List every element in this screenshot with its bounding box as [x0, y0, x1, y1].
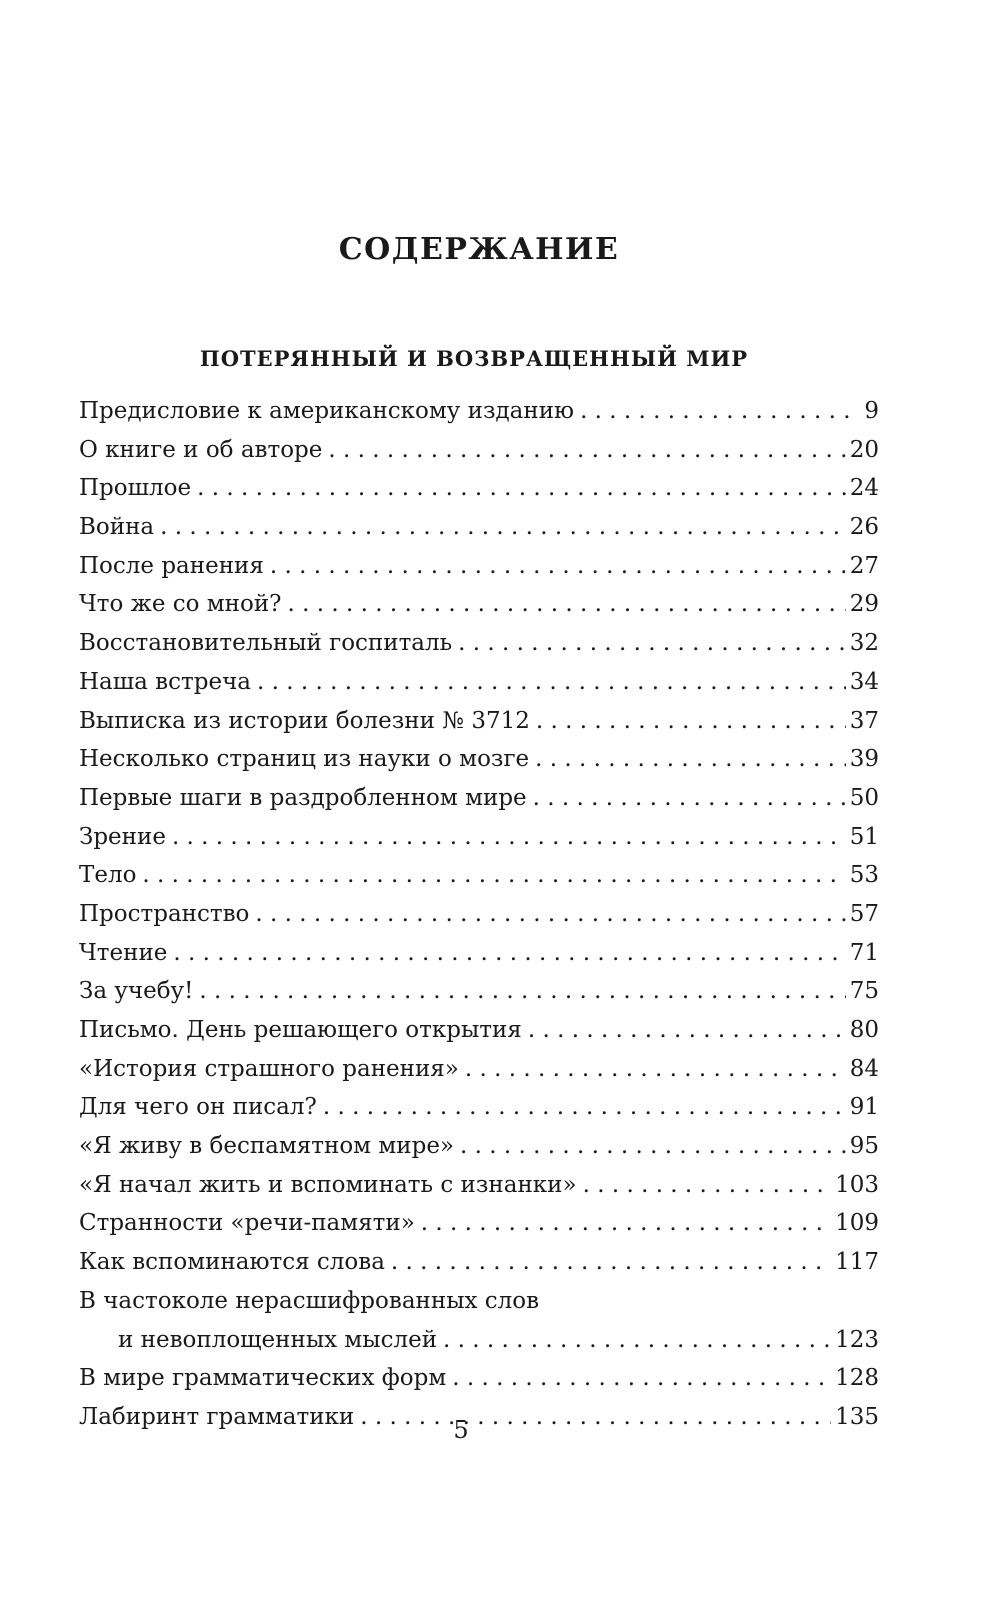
toc-entry[interactable]: [79, 702, 879, 741]
toc-entry-page: 71: [849, 939, 879, 966]
toc-entry-title: Война: [79, 514, 155, 541]
toc-entry[interactable]: [79, 740, 879, 779]
toc-entry-page: 29: [849, 591, 879, 618]
leader-dots: [197, 469, 846, 508]
leader-dots: [580, 392, 860, 431]
toc-entry[interactable]: [79, 392, 879, 431]
toc-entry-title: После ранения: [79, 552, 264, 579]
toc-entry[interactable]: [79, 431, 879, 470]
leader-dots: [199, 972, 845, 1011]
toc-entry-page: 135: [835, 1403, 879, 1430]
toc-entry[interactable]: [79, 1359, 879, 1398]
section-heading: ПОТЕРЯННЫЙ И ВОЗВРАЩЕННЫЙ МИР: [199, 346, 749, 371]
leader-dots: [160, 508, 846, 547]
toc-entry-title: Для чего он писал?: [79, 1094, 317, 1121]
toc-entry-title: Несколько страниц из науки о мозге: [79, 746, 530, 773]
leader-dots: [270, 547, 846, 586]
toc-entry-title: Как вспоминаются слова: [79, 1249, 385, 1276]
toc-entry-page: 57: [849, 900, 879, 927]
toc-entry-page: 50: [849, 784, 879, 811]
toc-entry-continuation[interactable]: [79, 1321, 879, 1360]
toc-entry-page: 109: [835, 1210, 879, 1237]
toc-entry-page: 75: [849, 978, 879, 1005]
leader-dots: [172, 818, 846, 857]
toc-entry-title: Тело: [79, 862, 137, 889]
toc-entry-title: В частоколе нерасшифрованных слов: [79, 1287, 540, 1314]
leader-dots: [257, 663, 846, 702]
toc-entry-title: Предисловие к американскому изданию: [79, 398, 575, 424]
toc-entry[interactable]: [79, 1243, 879, 1282]
toc-entry[interactable]: [79, 1204, 879, 1243]
toc-entry-title-continuation: и невоплощенных мыслей: [118, 1326, 438, 1353]
page-number: 5: [453, 1416, 469, 1444]
toc-entry-title: «Я живу в беспамятном мире»: [79, 1133, 455, 1160]
leader-dots: [533, 779, 846, 818]
toc-entry-page: 53: [849, 862, 879, 889]
toc-entry[interactable]: [79, 934, 879, 973]
leader-dots: [173, 934, 845, 973]
toc-entry-page: 9: [864, 398, 879, 424]
toc-entry-page: 123: [835, 1326, 879, 1353]
toc-entry[interactable]: [79, 663, 879, 702]
leader-dots: [452, 1359, 831, 1398]
leader-dots: [323, 1088, 846, 1127]
leader-dots: [535, 740, 846, 779]
toc-entry-page: 39: [849, 746, 879, 773]
toc-entry-title: Лабиринт грамматики: [79, 1403, 355, 1430]
leader-dots: [142, 856, 845, 895]
leader-dots: [328, 431, 845, 470]
leader-dots: [460, 1127, 846, 1166]
toc-entry-title: Выписка из истории болезни № 3712: [79, 707, 530, 734]
toc-entry[interactable]: [79, 1050, 879, 1089]
leader-dots: [421, 1204, 831, 1243]
leader-dots: [528, 1011, 846, 1050]
toc-entry-page: 91: [849, 1094, 879, 1121]
toc-entry-title: «Я начал жить и вспоминать с изнанки»: [79, 1171, 577, 1198]
toc-entry-page: 27: [849, 552, 879, 579]
toc-entry-page: 20: [849, 436, 879, 463]
toc-entry[interactable]: [79, 469, 879, 508]
leader-dots: [443, 1321, 831, 1360]
leader-dots: [583, 1166, 832, 1205]
toc-entry-title: В мире грамматических форм: [79, 1365, 447, 1392]
toc-entry-title: Наша встреча: [79, 668, 251, 695]
toc-entry-title: Странности «речи-памяти»: [79, 1210, 415, 1237]
toc-entry[interactable]: [79, 779, 879, 818]
toc-entry[interactable]: [79, 972, 879, 1011]
toc-entry[interactable]: [79, 1011, 879, 1050]
leader-dots: [288, 585, 846, 624]
toc-entry[interactable]: [79, 1127, 879, 1166]
toc-entry-title: Восстановительный госпиталь: [79, 630, 453, 657]
toc-entry-title: Зрение: [79, 823, 166, 850]
toc-entry-page: 84: [849, 1055, 879, 1082]
leader-dots: [458, 624, 846, 663]
toc-entry-page: 128: [835, 1365, 879, 1392]
toc-entry-title: За учебу!: [79, 978, 194, 1005]
table-of-contents: [79, 392, 879, 1437]
toc-entry-page: 95: [849, 1133, 879, 1160]
leader-dots: [536, 702, 846, 741]
toc-entry-first-line[interactable]: [79, 1282, 879, 1321]
toc-entry[interactable]: [79, 818, 879, 857]
toc-entry-title: Чтение: [79, 939, 168, 966]
page-title: СОДЕРЖАНИЕ: [338, 232, 620, 267]
toc-entry-page: 117: [835, 1249, 879, 1276]
toc-entry-title: Пространство: [79, 900, 250, 927]
toc-entry[interactable]: [79, 1088, 879, 1127]
toc-entry-page: 34: [849, 668, 879, 695]
toc-entry-page: 103: [835, 1171, 879, 1198]
toc-entry[interactable]: [79, 856, 879, 895]
toc-entry-title: Письмо. День решающего открытия: [79, 1017, 522, 1043]
toc-entry-page: 51: [849, 823, 879, 850]
toc-entry-page: 80: [849, 1017, 879, 1043]
leader-dots: [255, 895, 845, 934]
toc-entry[interactable]: [79, 895, 879, 934]
toc-entry[interactable]: [79, 547, 879, 586]
toc-entry[interactable]: [79, 508, 879, 547]
toc-entry-title: Прошлое: [79, 475, 192, 502]
toc-entry-page: 24: [849, 475, 879, 502]
toc-entry-title: Что же со мной?: [79, 591, 282, 618]
leader-dots: [391, 1243, 831, 1282]
toc-entry[interactable]: [79, 624, 879, 663]
leader-dots: [465, 1050, 846, 1089]
toc-entry-title: О книге и об авторе: [79, 436, 323, 463]
toc-entry-page: 37: [849, 707, 879, 734]
toc-entry-page: 26: [849, 514, 879, 541]
toc-entry-title: Первые шаги в раздробленном мире: [79, 784, 527, 811]
toc-entry-page: 32: [849, 630, 879, 657]
toc-entry[interactable]: [79, 585, 879, 624]
toc-entry[interactable]: [79, 1166, 879, 1205]
toc-entry-title: «История страшного ранения»: [79, 1055, 459, 1082]
